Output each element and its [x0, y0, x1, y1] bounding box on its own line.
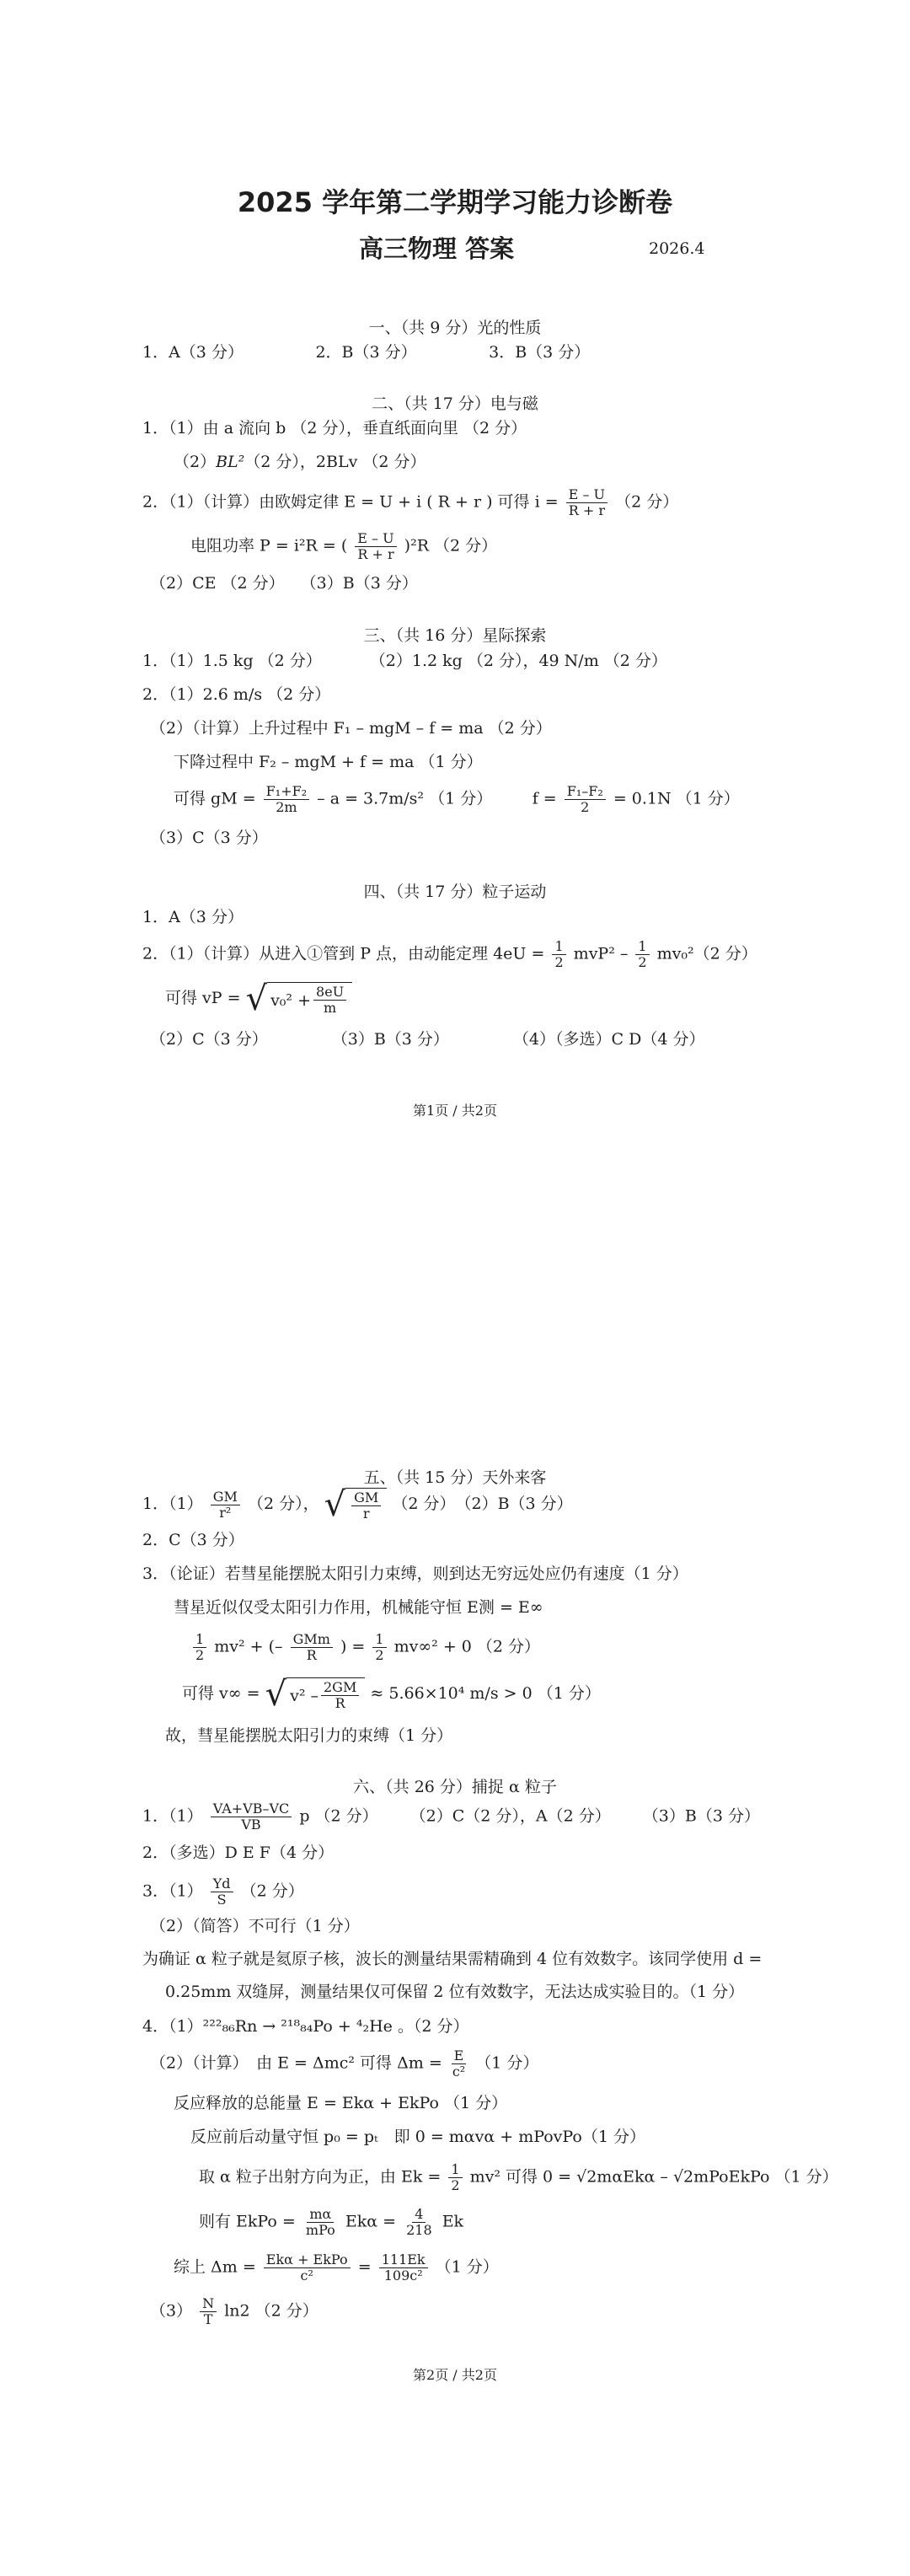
fraction: $\frac{1}{2}$: [448, 2162, 462, 2193]
answer-line: 2．C（3 分）: [142, 1531, 244, 1549]
fraction: $\frac{1}{2}$: [552, 939, 565, 970]
page-number: 第1页 / 共2页: [413, 1103, 497, 1119]
fraction: $\frac{m\alpha}{\text{mPo}}$: [305, 2206, 335, 2238]
fraction: $\frac{\text{F₁–F₂}}{2}$: [565, 784, 606, 815]
fraction: $\frac{\text{Ekα + EkPo}}{\text{c²}}$: [264, 2252, 351, 2284]
fraction: $\frac{\text{F₁+F₂}}{2m}$: [264, 784, 309, 815]
square-root: √ v² – $\frac{2GM}{R}$: [265, 1677, 366, 1711]
answer-line: 则有 EkPo = $\frac{m\alpha}{\text{mPo}}$ Ekα = $\frac{4}{218}$ Ek: [199, 2206, 464, 2238]
fraction: $\frac{1}{2}$: [372, 1632, 386, 1663]
page-title: 2025 学年第二学期学习能力诊断卷: [237, 186, 673, 218]
answer-line: 反应释放的总能量 E = Ekα + EkPo （1 分）: [174, 2094, 508, 2112]
answer-line: 3．（1） $\frac{Yd}{S}$ （2 分）: [142, 1876, 304, 1908]
fraction: $\frac{Yd}{S}$: [211, 1876, 233, 1908]
page-subtitle: 高三物理 答案: [359, 234, 515, 263]
answer-line: 2．（1）（计算）由欧姆定律 E = U + i ( R + r ) 可得 i = $\frac{E - U}{R + r}$ （2 分）: [142, 486, 679, 518]
answer-line: 可得 vP = √ v₀² + $\frac{8eU}{m}$: [165, 982, 352, 1016]
section-5-heading: 五、（共 15 分）天外来客: [363, 1468, 547, 1487]
answer-line: 4．（1）²²²₈₆Rn → ²¹⁸₈₄Po + ⁴₂He 。（2 分）: [142, 2017, 469, 2036]
answer-line: （2）CE （2 分） （3）B（3 分）: [150, 574, 418, 593]
fraction: $\frac{1}{2}$: [635, 939, 649, 970]
square-root: √ v₀² + $\frac{8eU}{m}$: [246, 982, 353, 1016]
fraction: $\frac{E - U}{R + r}$: [566, 487, 608, 518]
answer-line: 1．（1） $\frac{VA+VB-VC}{VB}$ p （2 分） （2）C（2 分），A（2 分） （3）B（3 分）: [142, 1801, 760, 1833]
fraction: $\frac{VA+VB-VC}{VB}$: [211, 1801, 292, 1833]
page-number: 第2页 / 共2页: [413, 2367, 497, 2383]
answer-line: （3）C（3 分）: [150, 829, 268, 847]
answer-line: 1．A（3 分）: [142, 908, 244, 926]
answer-line: （2）（计算）上升过程中 F₁ – mgM – f = ma （2 分）: [150, 719, 552, 738]
answer-line: 可得 gM = $\frac{\text{F₁+F₂}}{2m}$ – a = 3.7m/s² （1 分） f = $\frac{\text{F₁–F₂}}{2}$ = 0.1N （1 分）: [174, 783, 740, 815]
answer-line: 为确证 α 粒子就是氦原子核，波长的测量结果需精确到 4 位有效数字。该同学使用 d =: [142, 1950, 763, 1968]
fraction: $\frac{E}{\text{c²}}$: [452, 2047, 466, 2080]
fraction: $\frac{1}{2}$: [193, 1632, 206, 1663]
answer-line: 1．（1）1.5 kg （2 分） （2）1.2 kg （2 分），49 N/m （2 分）: [142, 652, 667, 670]
section-2-heading: 二、（共 17 分）电与磁: [372, 394, 538, 413]
answer-line: 3．（论证）若彗星能摆脱太阳引力束缚，则到达无穷远处应仍有速度（1 分）: [142, 1564, 688, 1583]
answer-line: 彗星近似仅受太阳引力作用，机械能守恒 E测 = E∞: [174, 1598, 543, 1617]
fraction: $\frac{N}{T}$: [200, 2296, 217, 2327]
answer-line: （2）（简答）不可行（1 分）: [150, 1917, 360, 1935]
section-4-heading: 四、（共 17 分）粒子运动: [363, 883, 547, 901]
answer-line: （2）（计算） 由 E = Δmc² 可得 Δm = $\frac{E}{\text{c²}}$ （1 分）: [150, 2047, 539, 2080]
section-3-heading: 三、（共 16 分）星际探索: [363, 626, 547, 645]
fraction: $\frac{4}{218}$: [406, 2206, 432, 2238]
answer-line: 2．（多选）D E F（4 分）: [142, 1843, 335, 1862]
exam-date: 2026.4: [649, 239, 705, 258]
answer-line: 2．（1）2.6 m/s （2 分）: [142, 685, 331, 704]
answer-line: 下降过程中 F₂ – mgM + f = ma （1 分）: [174, 753, 483, 771]
section-6-heading: 六、（共 26 分）捕捉 α 粒子: [353, 1778, 557, 1796]
fraction: $\frac{E - U}{R + r}$: [355, 531, 396, 562]
answer-line: 取 α 粒子出射方向为正，由 Ek = $\frac{1}{2}$ mv² 可得 0 = √2mαEkα – √2mPoEkPo （1 分）: [199, 2161, 838, 2193]
section-1-heading: 一、（共 9 分）光的性质: [368, 319, 542, 337]
answer-line: 1．A（3 分） 2．B（3 分） 3．B（3 分）: [142, 343, 591, 362]
answer-line: 2．（1）（计算）从进入①管到 P 点，由动能定理 4eU = $\frac{1}{2}$ mvP² – $\frac{1}{2}$ mv₀²（2 分）: [142, 938, 757, 970]
answer-line: 电阻功率 P = i²R = ( $\frac{E - U}{R + r}$ )²R （2 分）: [190, 530, 498, 562]
answer-line: 1．（1） $\frac{GM}{\text{r²}}$ （2 分）， √ $\frac{GM}{r}$ （2 分） （2）B（3 分）: [142, 1485, 573, 1524]
answer-line: （2）C（3 分） （3）B（3 分） （4）（多选）C D（4 分）: [150, 1030, 705, 1049]
answer-line: （3） $\frac{N}{T}$ ln2 （2 分）: [150, 2295, 318, 2327]
answer-line: 0.25mm 双缝屏，测量结果仅可保留 2 位有效数字，无法达成实验目的。（1 分）: [165, 1983, 745, 2001]
fraction: $\frac{GM}{\text{r²}}$: [211, 1489, 240, 1521]
fraction: $\frac{\text{GMm}}{R}$: [291, 1632, 333, 1663]
answer-line: 反应前后动量守恒 p₀ = pₜ 即 0 = mαvα + mPovPo（1 分）: [190, 2128, 645, 2146]
fraction: $\frac{111Ek}{\text{109c²}}$: [379, 2252, 428, 2284]
answer-line: 综上 Δm = $\frac{\text{Ekα + EkPo}}{\text{c²}}$ = $\frac{111Ek}{\text{109c²}}$ （1 分）: [174, 2251, 499, 2284]
answer-line: （2）BL²（2 分），2BLv （2 分）: [174, 453, 426, 471]
answer-line: 可得 v∞ = √ v² – $\frac{2GM}{R}$ ≈ 5.66×10⁴ m/s > 0 （1 分）: [182, 1675, 601, 1714]
square-root: √ $\frac{GM}{r}$: [324, 1488, 388, 1521]
answer-line: $\frac{1}{2}$ mv² + (– $\frac{\text{GMm}}{R}$ ) = $\frac{1}{2}$ mv∞² + 0 （2 分）: [190, 1632, 540, 1663]
answer-line: 故，彗星能摆脱太阳引力的束缚（1 分）: [165, 1726, 453, 1745]
answer-line: 1．（1）由 a 流向 b （2 分），垂直纸面向里 （2 分）: [142, 419, 527, 437]
